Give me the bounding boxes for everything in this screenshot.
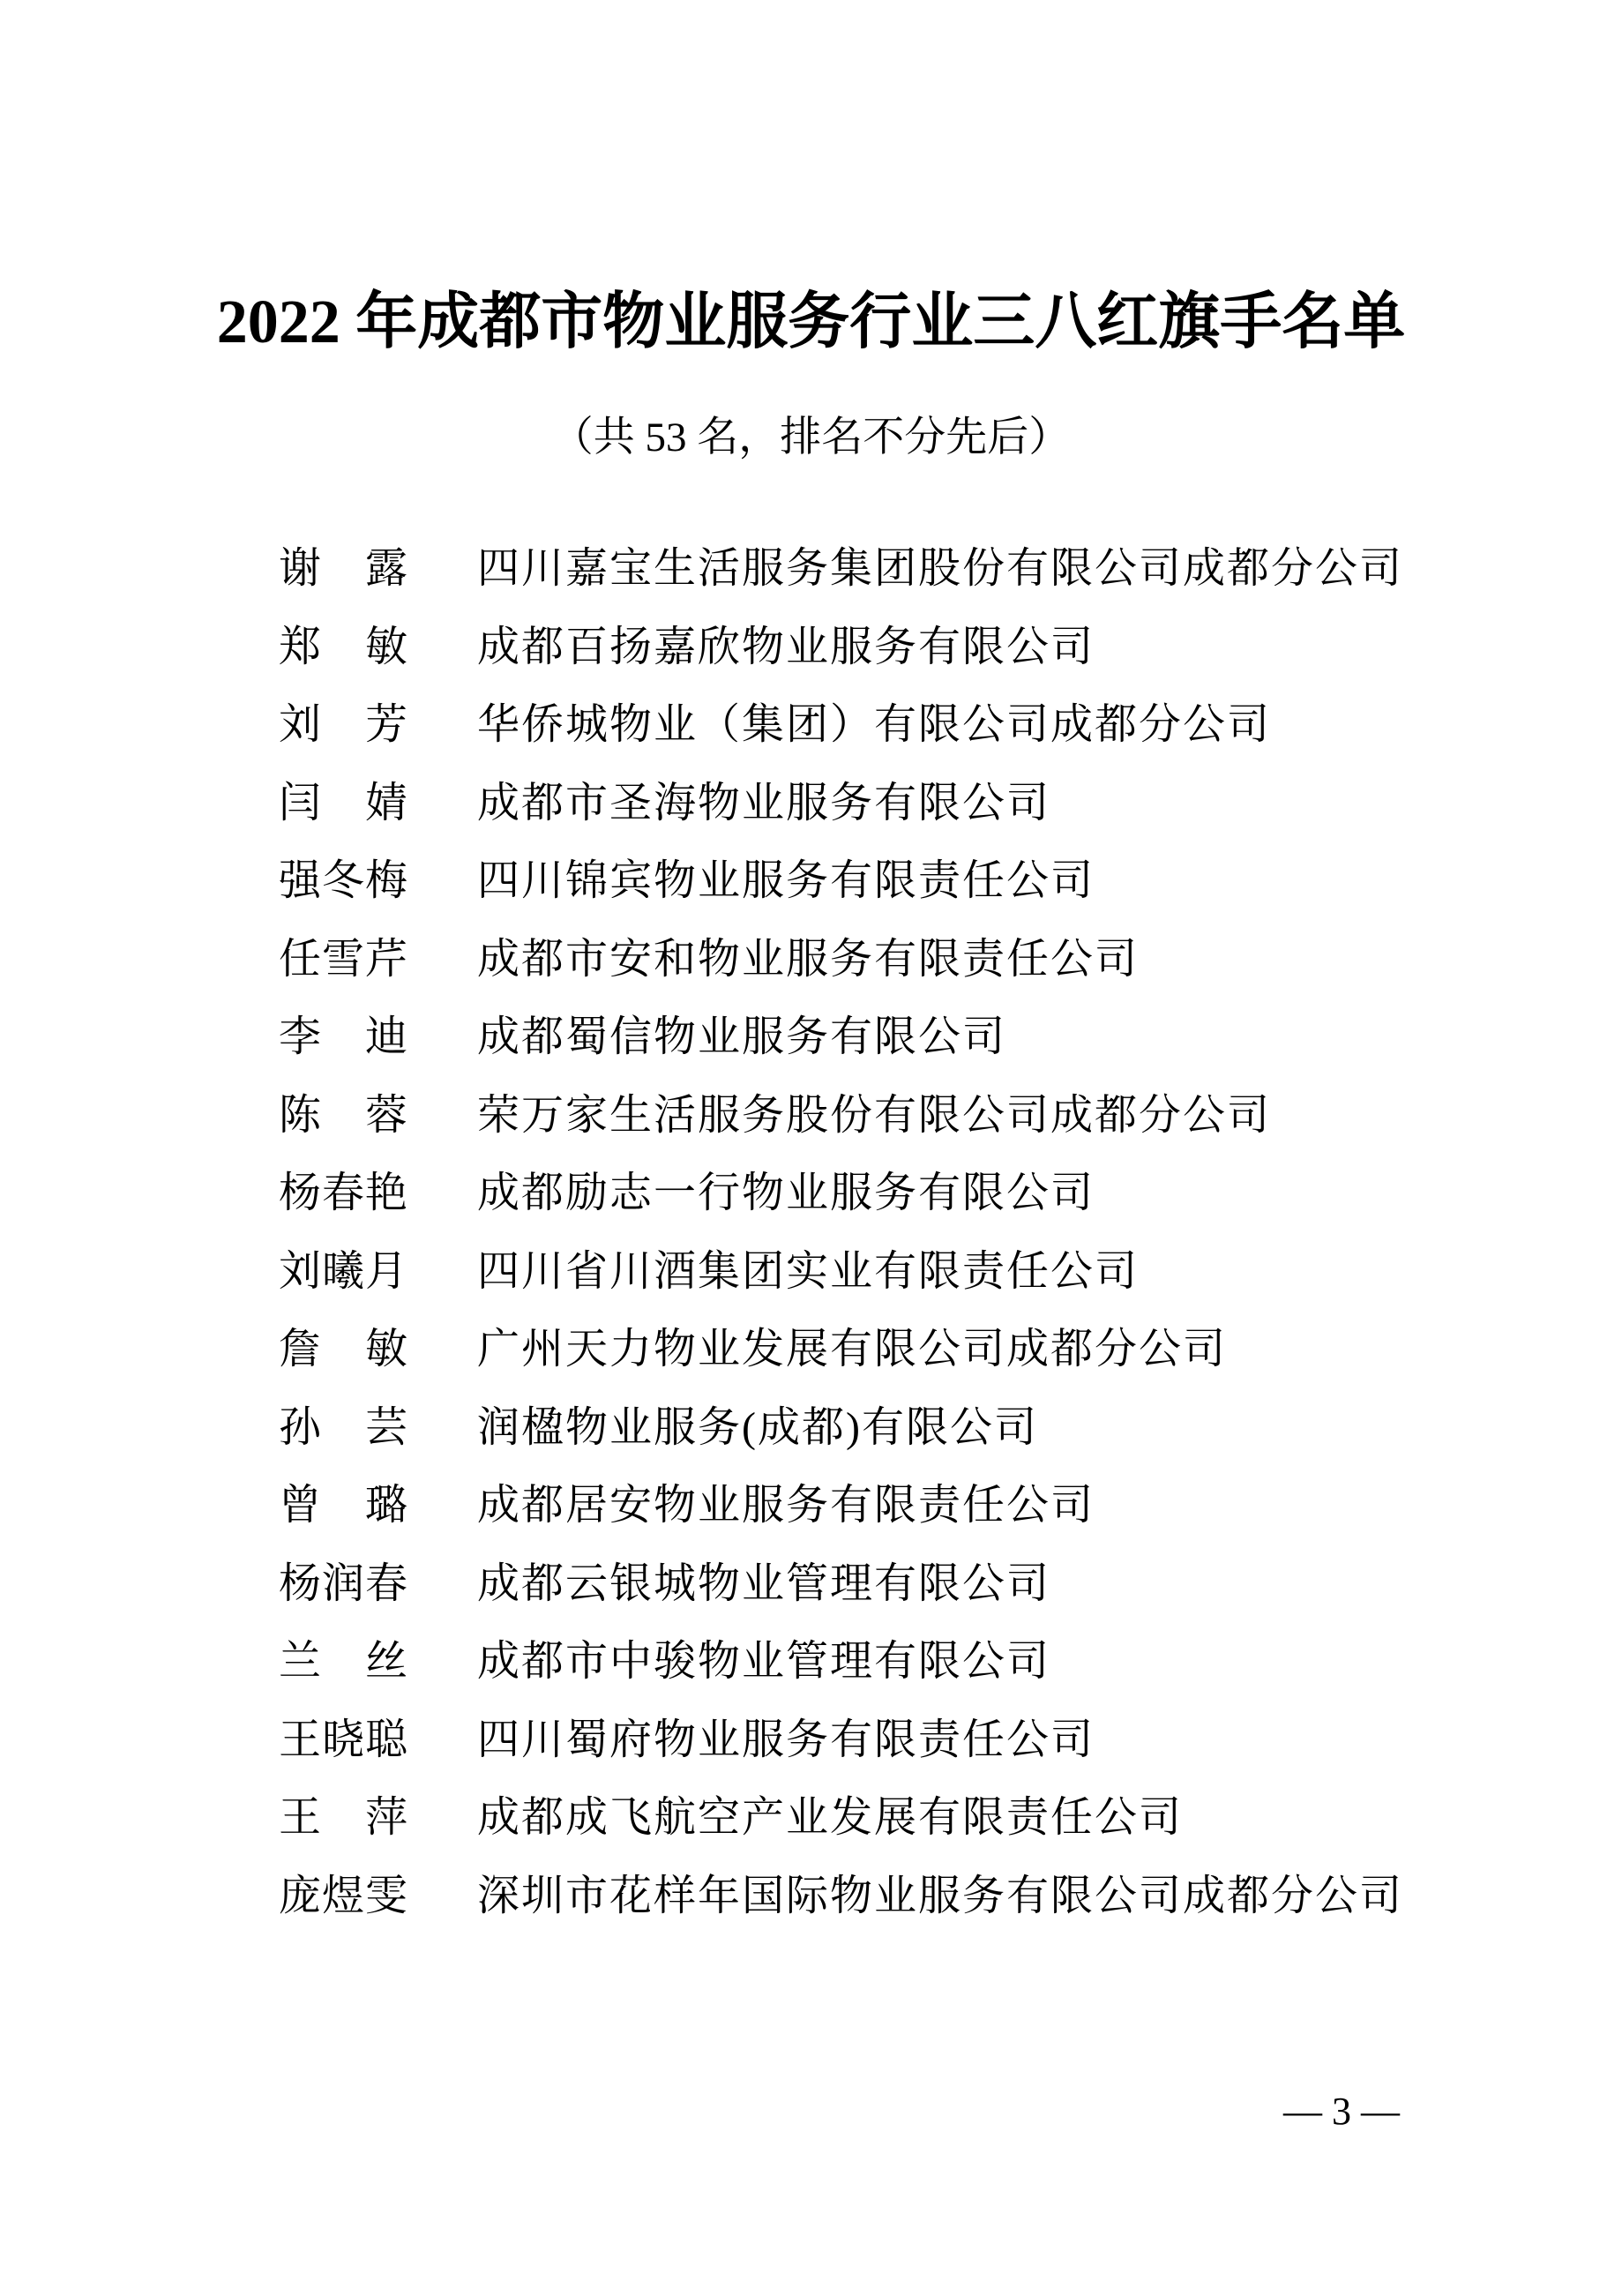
name-char: 润 bbox=[321, 1559, 364, 1607]
list-row bbox=[279, 1701, 1403, 1780]
list-row bbox=[279, 1389, 1403, 1468]
name-char: 陈 bbox=[279, 1091, 322, 1139]
name-char: 梅 bbox=[364, 857, 407, 905]
awardee-list bbox=[279, 530, 1403, 1935]
name-char: 杨 bbox=[279, 1170, 322, 1217]
awardee-name bbox=[279, 1559, 407, 1607]
name-char: 李 bbox=[279, 1013, 322, 1061]
company-name: 深圳市花样年国际物业服务有限公司成都分公司 bbox=[477, 1872, 1404, 1919]
company-name: 四川省川酒集团实业有限责任公司 bbox=[477, 1247, 1140, 1295]
awardee-name bbox=[279, 1716, 407, 1763]
name-char: 芹 bbox=[364, 935, 407, 983]
company-name: 成都市安和物业服务有限责任公司 bbox=[477, 935, 1140, 983]
name-char: 晓 bbox=[321, 1716, 364, 1763]
name-char: 芸 bbox=[364, 1403, 407, 1451]
name-char: 庞 bbox=[279, 1872, 322, 1919]
company-name: 四川嘉宝生活服务集团股份有限公司成都分公司 bbox=[477, 545, 1404, 593]
company-name: 华侨城物业（集团）有限公司成都分公司 bbox=[477, 701, 1272, 749]
name-char: 刘 bbox=[279, 701, 322, 749]
name-char: 春 bbox=[364, 1559, 407, 1607]
name-char: 刘 bbox=[279, 1247, 322, 1295]
company-name: 成都云银城物业管理有限公司 bbox=[477, 1559, 1051, 1607]
name-char: 雪 bbox=[321, 935, 364, 983]
awardee-name bbox=[279, 545, 407, 593]
list-row bbox=[279, 1077, 1403, 1155]
name-char: 煜 bbox=[321, 1872, 364, 1919]
awardee-name bbox=[279, 1013, 407, 1061]
name-char: 孙 bbox=[279, 1403, 322, 1451]
name-char: 谢 bbox=[279, 545, 322, 593]
name-char: 王 bbox=[279, 1794, 322, 1842]
name-char: 雯 bbox=[364, 1872, 407, 1919]
page-title: 2022 年成都市物业服务行业三八红旗手名单 bbox=[216, 288, 1406, 356]
awardee-name bbox=[279, 1247, 407, 1295]
awardee-name bbox=[279, 1172, 407, 1215]
name-char: 月 bbox=[364, 1247, 407, 1295]
name-char: 兰 bbox=[279, 1638, 322, 1686]
company-name: 成都市中骏物业管理有限公司 bbox=[477, 1638, 1051, 1686]
awardee-name bbox=[279, 1794, 407, 1842]
list-row bbox=[279, 1545, 1403, 1624]
name-char: 郑 bbox=[279, 623, 322, 670]
name-char: 曦 bbox=[321, 1247, 364, 1295]
list-row bbox=[279, 1311, 1403, 1389]
list-row bbox=[279, 530, 1403, 609]
name-char: 芳 bbox=[364, 701, 407, 749]
awardee-name bbox=[279, 1638, 407, 1686]
company-name: 荣万家生活服务股份有限公司成都分公司 bbox=[477, 1091, 1272, 1139]
list-row bbox=[279, 921, 1403, 999]
list-row bbox=[279, 1623, 1403, 1701]
awardee-name bbox=[279, 1328, 407, 1371]
name-char: 璐 bbox=[364, 1482, 407, 1529]
awardee-name bbox=[279, 1091, 407, 1139]
company-name: 润楹物业服务(成都)有限公司 bbox=[477, 1403, 1038, 1451]
name-char: 杨 bbox=[279, 1559, 322, 1607]
name-char: 冬 bbox=[321, 857, 364, 905]
company-name: 成都蜀信物业服务有限公司 bbox=[477, 1013, 1007, 1061]
list-row bbox=[279, 1779, 1403, 1858]
company-name: 四川蜀府物业服务有限责任公司 bbox=[477, 1716, 1095, 1763]
name-char: 蓉 bbox=[364, 1091, 407, 1139]
awardee-name bbox=[279, 857, 407, 905]
name-char: 萍 bbox=[364, 1794, 407, 1842]
name-char: 迪 bbox=[364, 1013, 407, 1061]
name-char: 春 bbox=[321, 1170, 364, 1217]
list-row bbox=[279, 998, 1403, 1077]
company-name: 成都励志一行物业服务有限公司 bbox=[477, 1170, 1095, 1217]
awardee-name bbox=[279, 935, 407, 983]
name-char: 任 bbox=[279, 935, 322, 983]
name-char: 敏 bbox=[364, 1326, 407, 1373]
list-row bbox=[279, 1467, 1403, 1545]
awardee-name bbox=[279, 1482, 407, 1529]
name-char: 艳 bbox=[364, 1170, 407, 1217]
list-row bbox=[279, 1858, 1403, 1936]
name-char: 曾 bbox=[279, 1482, 322, 1529]
awardee-name bbox=[279, 779, 407, 826]
page-number: — 3 — bbox=[1283, 2090, 1400, 2133]
company-name: 广州天力物业发展有限公司成都分公司 bbox=[477, 1326, 1228, 1373]
name-char: 婧 bbox=[364, 779, 407, 826]
name-char: 詹 bbox=[279, 1326, 322, 1373]
list-row bbox=[279, 686, 1403, 765]
awardee-name bbox=[279, 623, 407, 670]
list-row bbox=[279, 765, 1403, 843]
list-row bbox=[279, 1155, 1403, 1233]
company-name: 四川锦宾物业服务有限责任公司 bbox=[477, 857, 1095, 905]
awardee-name bbox=[279, 701, 407, 749]
company-name: 成都市圣海物业服务有限公司 bbox=[477, 779, 1051, 826]
list-row bbox=[279, 1233, 1403, 1312]
company-name: 成都居安物业服务有限责任公司 bbox=[477, 1482, 1095, 1529]
awardee-name bbox=[279, 1872, 407, 1919]
name-char: 敏 bbox=[364, 623, 407, 670]
name-char: 闫 bbox=[279, 779, 322, 826]
name-char: 聪 bbox=[364, 1716, 407, 1763]
page-subtitle: （共 53 名，排名不分先后） bbox=[551, 415, 1071, 460]
company-name: 成都百扬嘉欣物业服务有限公司 bbox=[477, 623, 1095, 670]
name-char: 露 bbox=[364, 545, 407, 593]
list-row bbox=[279, 609, 1403, 687]
list-row bbox=[279, 842, 1403, 921]
name-char: 丝 bbox=[364, 1638, 407, 1686]
awardee-name bbox=[279, 1403, 407, 1451]
name-char: 王 bbox=[279, 1716, 322, 1763]
company-name: 成都成飞航空产业发展有限责任公司 bbox=[477, 1794, 1184, 1842]
name-char: 强 bbox=[279, 857, 322, 905]
